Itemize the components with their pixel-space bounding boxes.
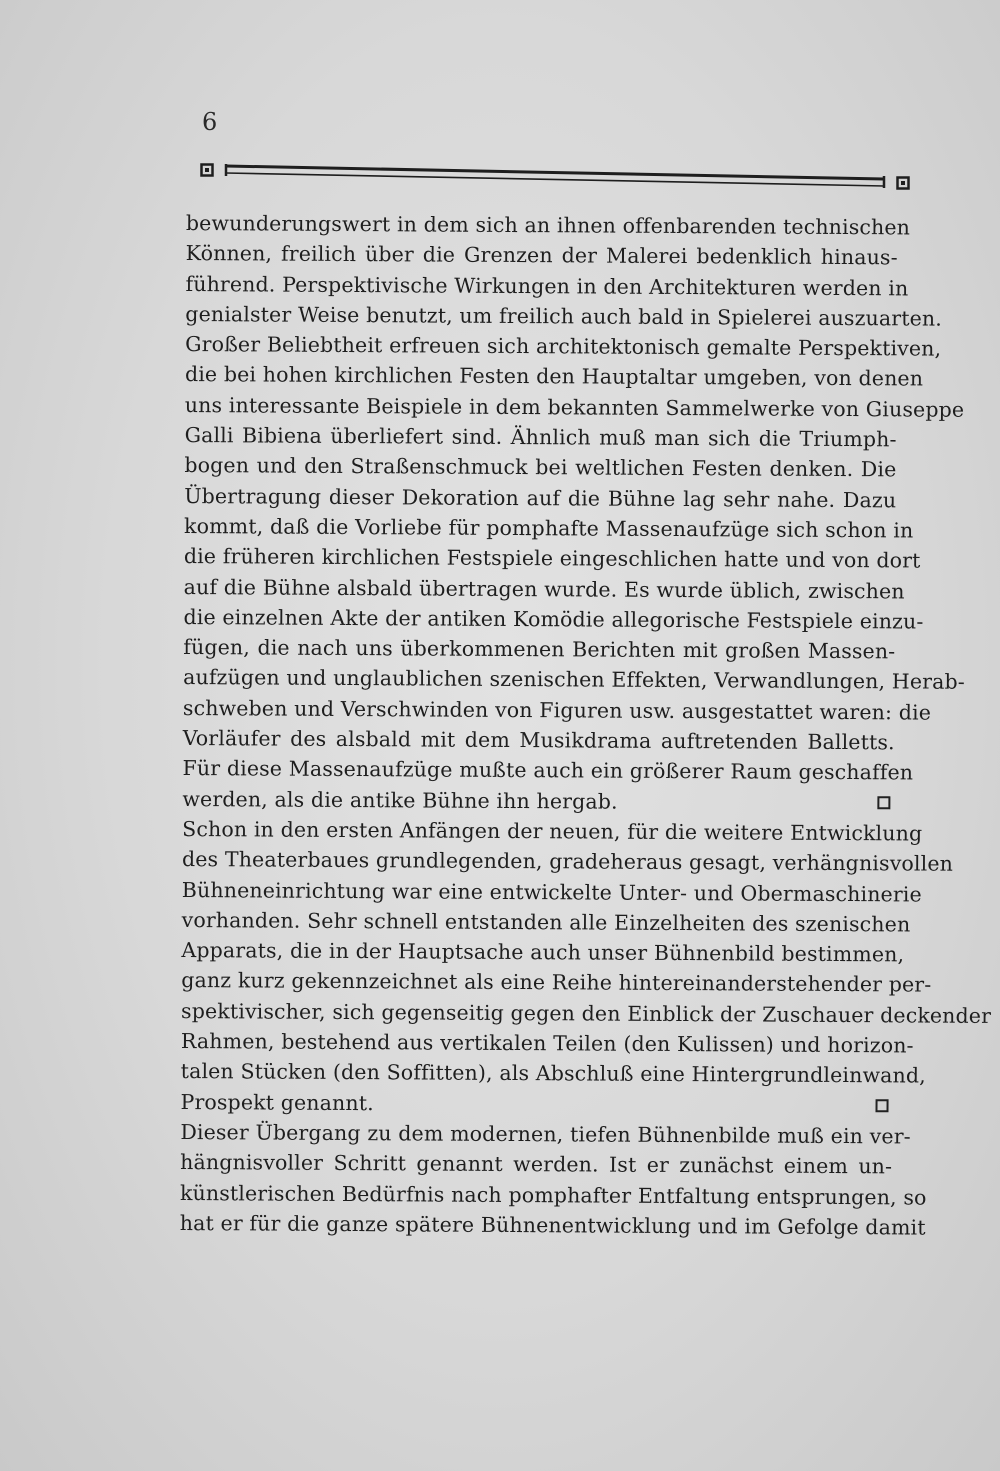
text-line: die früheren kirchlichen Festspiele eingeschlichen hatte und von dort [183,544,921,573]
decorative-header-rule [200,160,912,194]
text-line: ganz kurz gekennzeichnet als eine Reihe hintereinanderstehender per- [181,968,932,997]
text-line: die einzelnen Akte der antiken Komödie allegorische Festspiele einzu- [183,604,924,634]
text-line: hat er für die ganze spätere Bühnenentwicklung und im Gefolge damit [179,1210,926,1240]
text-line: vorhanden. Sehr schnell entstanden alle Einzelheiten des szenischen [181,907,911,937]
text-line: künstlerischen Bedürfnis nach pomphafter Entfaltung entsprungen, so [179,1180,927,1210]
paragraph-end-square-mark [877,796,890,809]
paragraph-end-line [180,1087,892,1122]
body-text [179,208,992,1242]
text-line: Galli Bibiena überliefert sind. Ähnlich muß man sich die Triumph- [184,423,897,452]
text-line: bogen und den Straßenschmuck bei weltlichen Festen denken. Die [184,453,897,482]
paragraph-end-line [182,784,894,819]
text-line: Übertragung dieser Dekoration auf die Bühne lag sehr nahe. Dazu [184,483,897,513]
text-line: des Theaterbaues grundlegenden, gradeheraus gesagt, verhängnisvollen [181,847,954,876]
text-line: auf die Bühne alsbald übertragen wurde. Es wurde üblich, zwischen [183,574,905,603]
text-line: schweben und Verschwinden von Figuren usw. ausgestattet waren: die [182,695,932,725]
text-line: Dieser Übergang zu dem modernen, tiefen Bühnenbilde muß ein ver- [180,1119,911,1149]
text-line: uns interessante Beispiele in dem bekannten Sammelwerke von Giuseppe [184,392,965,422]
text-line: Rahmen, bestehend aus vertikalen Teilen (den Kulissen) und horizon- [180,1029,914,1058]
text-line: hängnisvoller Schritt genannt werden. Ist er zunächst einem un- [180,1150,893,1179]
text-line: Können, freilich über die Grenzen der Malerei bedenklich hinaus- [185,241,898,270]
text-line: talen Stücken (den Soffitten), als Abschluß eine Hintergrundleinwand, [180,1059,926,1088]
text-line: kommt, daß die Vorliebe für pomphafte Massenaufzüge sich schon in [183,513,914,543]
text-line: die bei hohen kirchlichen Festen den Hauptaltar umgeben, von denen [184,362,924,391]
text-line: genialster Weise benutzt, um freilich auch bald in Spielerei auszuarten. [185,301,943,331]
text-line: Großer Beliebtheit erfreuen sich architektonisch gemalte Perspektiven, [185,332,942,361]
text-line: Schon in den ersten Anfängen der neuen, für die weitere Entwicklung [182,816,923,846]
text-line: Prospekt genannt. [180,1089,374,1115]
text-line: fügen, die nach uns überkommenen Berichten mit großen Massen- [183,635,896,664]
paragraph-end-square-mark [875,1099,888,1112]
text-line: Bühneneinrichtung war eine entwickelte Unter- und Obermaschinerie [181,877,922,907]
text-line: werden, als die antike Bühne ihn hergab. [182,786,618,814]
text-line: Vorläufer des alsbald mit dem Musikdrama auftretenden Balletts. [182,726,895,755]
text-line: Für diese Massenaufzüge mußte auch ein größerer Raum geschaffen [182,756,914,785]
text-line: spektivischer, sich gegenseitig gegen den Einblick der Zuschauer deckender [181,998,992,1028]
text-line: bewunderungswert in dem sich an ihnen offenbarenden technischen [185,210,911,240]
text-line: aufzügen und unglaublichen szenischen Effekten, Verwandlungen, Herab- [183,665,965,695]
page-number: 6 [202,108,218,136]
text-line: Apparats, die in der Hauptsache auch unser Bühnenbild bestimmen, [181,938,905,967]
text-line: führend. Perspektivische Wirkungen in den Architekturen werden in [185,271,909,301]
